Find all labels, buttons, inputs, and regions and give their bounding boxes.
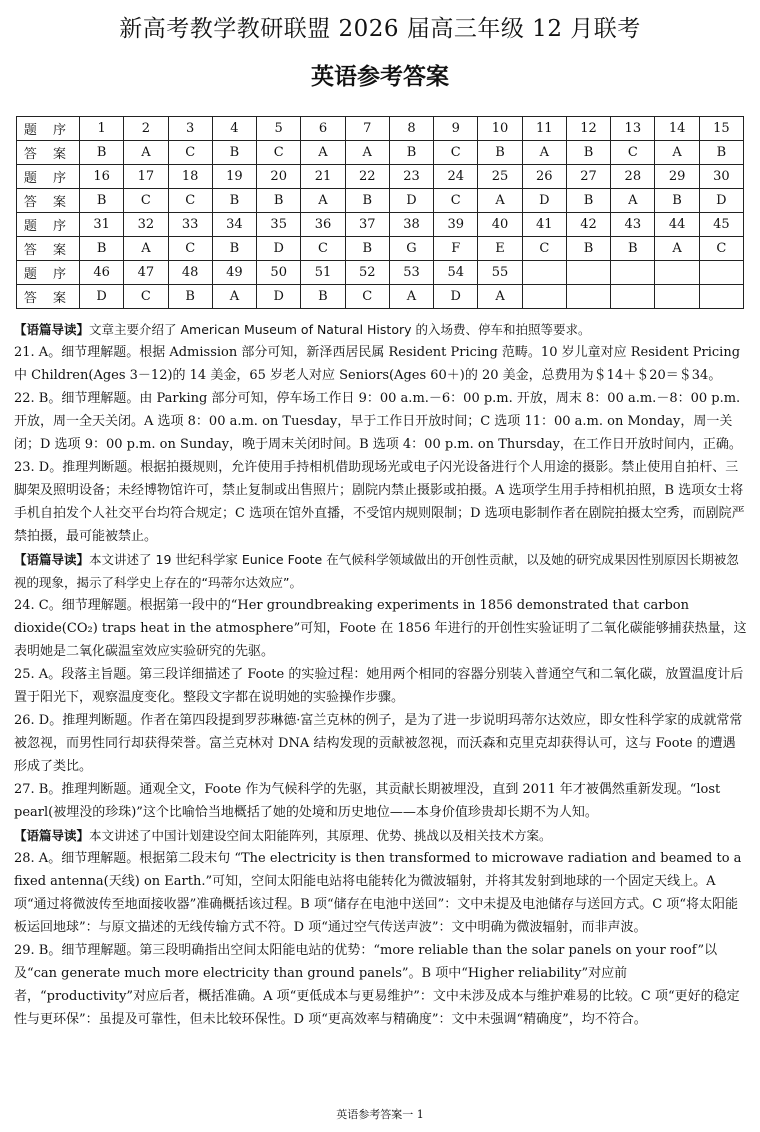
question-number-cell: 3 (168, 117, 212, 141)
question-number-cell: 14 (655, 117, 699, 141)
passage-guide-tag: 【语篇导读】 (14, 552, 90, 567)
question-number-cell: 20 (257, 165, 301, 189)
answer-cell (522, 285, 566, 309)
answer-cell: C (522, 237, 566, 261)
answer-cell: C (301, 237, 345, 261)
answer-cell: A (655, 141, 699, 165)
passage-guide-tag: 【语篇导读】 (14, 828, 90, 843)
answer-row-label: 答 案 (17, 189, 80, 213)
answer-cell: D (389, 189, 433, 213)
passage-guide (14, 824, 748, 847)
answer-cell: A (345, 141, 389, 165)
question-number-cell: 29 (655, 165, 699, 189)
question-number-cell: 24 (434, 165, 478, 189)
question-number-row (17, 213, 744, 237)
answer-cell: A (522, 141, 566, 165)
question-number-cell: 47 (124, 261, 168, 285)
question-number-cell: 52 (345, 261, 389, 285)
answer-cell: D (699, 189, 743, 213)
question-number-cell: 50 (257, 261, 301, 285)
answer-cell: A (611, 189, 655, 213)
passage-guide (14, 318, 748, 341)
question-number-cell: 26 (522, 165, 566, 189)
question-number-cell: 30 (699, 165, 743, 189)
answer-cell: B (566, 189, 610, 213)
question-number-cell: 18 (168, 165, 212, 189)
answer-cell (655, 285, 699, 309)
answer-cell: B (257, 189, 301, 213)
passage-guide-text: 文章主要介绍了 American Museum of Natural History 的入场费、停车和拍照等要求。 (89, 322, 591, 337)
answer-cell: E (478, 237, 522, 261)
answer-explanation: 24. C。细节理解题。根据第一段中的“Her groundbreaking experiments in 1856 demonstrated that carbon dioxide(CO₂) traps heat in the atmosphere”可知，Foote 在 1856 年进行的开创性实验证明了二氧化碳能够捕获热量，这表明她是二氧化碳温室效应实验研究的先驱。 (14, 598, 747, 659)
answer-explanation: 26. D。推理判断题。作者在第四段提到罗莎琳德·富兰克林的例子，是为了进一步说明玛蒂尔达效应，即女性科学家的成就常常被忽视，而男性同行却获得荣誉。富兰克林对 DNA 结构发现的贡献被忽视，而沃森和克里克却获得认可，这与 Foote 的遭遇形成了类比。 (14, 713, 743, 774)
answer-cell: B (566, 237, 610, 261)
passage-guide (14, 548, 748, 594)
answer-cell: D (257, 285, 301, 309)
answer-cell: B (212, 237, 256, 261)
question-number-cell: 32 (124, 213, 168, 237)
question-number-cell: 48 (168, 261, 212, 285)
answer-row (17, 285, 744, 309)
answer-cell: B (168, 285, 212, 309)
question-number-row-label: 题 序 (17, 165, 80, 189)
question-number-cell (566, 261, 610, 285)
answer-cell: B (566, 141, 610, 165)
question-number-cell: 44 (655, 213, 699, 237)
question-number-cell: 40 (478, 213, 522, 237)
question-number-row (17, 261, 744, 285)
question-number-cell: 11 (522, 117, 566, 141)
question-number-cell: 31 (80, 213, 124, 237)
question-number-cell: 34 (212, 213, 256, 237)
answer-row (17, 237, 744, 261)
question-number-row-label: 题 序 (17, 117, 80, 141)
question-number-cell: 28 (611, 165, 655, 189)
answer-cell: B (345, 237, 389, 261)
question-number-cell: 13 (611, 117, 655, 141)
answer-cell: C (345, 285, 389, 309)
answer-explanation: 29. B。细节理解题。第三段明确指出空间太阳能电站的优势：“more reliable than the solar panels on your roof”以及“can generate much more electricity than ground panels”。B 项中“Higher reliability”对应前者，“productivity”对应后者，概括准确。A 项“更低成本与更易维护”：文中未涉及成本与维护难易的比较。C 项“更好的稳定性与更环保”：虽提及可靠性，但未比较环保性。D 项“更高效率与精确度”：文中未强调“精确度”，均不符合。 (14, 943, 740, 1027)
question-number-cell: 42 (566, 213, 610, 237)
answer-table (16, 116, 744, 309)
answer-cell: A (478, 189, 522, 213)
answer-cell: C (124, 189, 168, 213)
passage-guide-text: 本文讲述了中国计划建设空间太阳能阵列，其原理、优势、挑战以及相关技术方案。 (89, 828, 552, 843)
question-number-cell: 33 (168, 213, 212, 237)
answer-cell: B (478, 141, 522, 165)
answer-cell (699, 285, 743, 309)
answer-cell: F (434, 237, 478, 261)
question-number-cell: 55 (478, 261, 522, 285)
explanations (14, 318, 748, 1031)
question-number-cell (522, 261, 566, 285)
question-number-cell: 2 (124, 117, 168, 141)
question-number-cell: 9 (434, 117, 478, 141)
answer-row-label: 答 案 (17, 285, 80, 309)
answer-cell: B (699, 141, 743, 165)
answer-row-label: 答 案 (17, 237, 80, 261)
answer-cell: A (389, 285, 433, 309)
answer-cell: G (389, 237, 433, 261)
question-number-cell: 53 (389, 261, 433, 285)
answer-cell: D (522, 189, 566, 213)
question-number-cell: 17 (124, 165, 168, 189)
question-number-cell: 16 (80, 165, 124, 189)
question-number-cell: 12 (566, 117, 610, 141)
question-number-cell: 27 (566, 165, 610, 189)
answer-explanation: 23. D。推理判断题。根据拍摄规则，允许使用手持相机借助现场光或电子闪光设备进行个人用途的摄影。禁止使用自拍杆、三脚架及照明设备；未经博物馆许可，禁止复制或出售照片；剧院内禁止摄影或拍摄。A 选项学生用手持相机拍照，B 选项女士将手机自拍发个人社交平台均符合规定；C 选项在馆外直播，不受馆内规则限制；D 选项电影制作者在剧院拍摄太空秀，而剧院严禁拍摄，最可能被禁止。 (14, 460, 745, 544)
answer-cell: C (168, 141, 212, 165)
answer-cell: A (301, 141, 345, 165)
question-number-cell (699, 261, 743, 285)
question-number-cell (611, 261, 655, 285)
question-number-cell: 10 (478, 117, 522, 141)
answer-cell: B (301, 285, 345, 309)
answer-cell: B (345, 189, 389, 213)
page-title: 新高考教学教研联盟 2026 届高三年级 12 月联考 (119, 16, 641, 42)
question-number-cell: 37 (345, 213, 389, 237)
answer-cell: B (80, 189, 124, 213)
question-number-cell: 36 (301, 213, 345, 237)
question-number-cell: 43 (611, 213, 655, 237)
question-number-cell: 22 (345, 165, 389, 189)
answer-cell (566, 285, 610, 309)
passage-guide-tag: 【语篇导读】 (14, 322, 90, 337)
question-number-cell: 41 (522, 213, 566, 237)
question-number-row (17, 117, 744, 141)
passage-guide-text: 本文讲述了 19 世纪科学家 Eunice Foote 在气候科学领域做出的开创性贡献，以及她的研究成果因性别原因长期被忽视的现象，揭示了科学史上存在的“玛蒂尔达效应”。 (14, 552, 739, 590)
question-number-row-label: 题 序 (17, 261, 80, 285)
question-number-cell: 25 (478, 165, 522, 189)
question-number-cell: 5 (257, 117, 301, 141)
question-number-row (17, 165, 744, 189)
answer-cell: A (212, 285, 256, 309)
answer-cell: B (212, 141, 256, 165)
page-subtitle: 英语参考答案 (311, 64, 449, 90)
answer-explanation: 27. B。推理判断题。通观全文，Foote 作为气候科学的先驱，其贡献长期被埋没，直到 2011 年才被偶然重新发现。“lost pearl(被埋没的珍珠)”这个比喻恰当地概括了她的处境和历史地位——本身价值珍贵却长期不为人知。 (14, 782, 721, 820)
answer-cell: A (124, 237, 168, 261)
answer-cell: C (124, 285, 168, 309)
answer-row (17, 141, 744, 165)
answer-cell: D (257, 237, 301, 261)
question-number-cell: 19 (212, 165, 256, 189)
question-number-cell: 15 (699, 117, 743, 141)
question-number-cell: 7 (345, 117, 389, 141)
answer-cell: C (699, 237, 743, 261)
answer-cell: B (80, 141, 124, 165)
question-number-cell: 8 (389, 117, 433, 141)
answer-cell (611, 285, 655, 309)
answer-cell: B (655, 189, 699, 213)
answer-cell: C (168, 189, 212, 213)
answer-cell: A (478, 285, 522, 309)
answer-explanation: 25. A。段落主旨题。第三段详细描述了 Foote 的实验过程：她用两个相同的容器分别装入普通空气和二氧化碳，放置温度计后置于阳光下，观察温度变化。整段文字都在说明她的实验操作步骤。 (14, 667, 744, 705)
page-footer: 英语参考答案一 1 (336, 1108, 424, 1121)
question-number-row-label: 题 序 (17, 213, 80, 237)
answer-explanation: 22. B。细节理解题。由 Parking 部分可知，停车场工作日 9：00 a.m.－6：00 p.m. 开放，周末 8：00 a.m.－8：00 p.m. 开放，周一全天关闭。A 选项 8：00 a.m. on Tuesday，早于工作日开放时间；C 选项 11：00 a.m. on Monday，周一关闭；D 选项 9：00 p.m. on Sunday，晚于周末关闭时间。B 选项 4：00 p.m. on Thursday，在工作日开放时间内，正确。 (14, 391, 742, 452)
answer-row (17, 189, 744, 213)
answer-cell: C (434, 189, 478, 213)
question-number-cell: 46 (80, 261, 124, 285)
question-number-cell: 1 (80, 117, 124, 141)
answer-cell: C (168, 237, 212, 261)
answer-cell: A (124, 141, 168, 165)
question-number-cell: 23 (389, 165, 433, 189)
question-number-cell: 6 (301, 117, 345, 141)
answer-cell: D (80, 285, 124, 309)
answer-cell: B (80, 237, 124, 261)
question-number-cell: 51 (301, 261, 345, 285)
question-number-cell: 35 (257, 213, 301, 237)
answer-cell: B (212, 189, 256, 213)
answer-cell: A (301, 189, 345, 213)
answer-cell: D (434, 285, 478, 309)
answer-cell: B (389, 141, 433, 165)
question-number-cell: 45 (699, 213, 743, 237)
question-number-cell: 4 (212, 117, 256, 141)
question-number-cell: 39 (434, 213, 478, 237)
question-number-cell: 38 (389, 213, 433, 237)
answer-cell: C (434, 141, 478, 165)
answer-row-label: 答 案 (17, 141, 80, 165)
question-number-cell: 21 (301, 165, 345, 189)
answer-explanation: 28. A。细节理解题。根据第二段末句 “The electricity is then transformed to microwave radiation and beamed to a fixed antenna(天线) on Earth.”可知，空间太阳能电站将电能转化为微波辐射，并将其发射到地球的一个固定天线上。A 项“通过将微波传至地面接收器”准确概括该过程。B 项“储存在电池中送回”：文中未提及电池储存与送回方式。C 项“将太阳能板运回地球”：与原文描述的无线传输方式不符。D 项“通过空气传送声波”：文中明确为微波辐射，而非声波。 (14, 851, 742, 935)
answer-cell: C (611, 141, 655, 165)
answer-cell: B (611, 237, 655, 261)
question-number-cell: 49 (212, 261, 256, 285)
question-number-cell: 54 (434, 261, 478, 285)
answer-cell: C (257, 141, 301, 165)
answer-cell: A (655, 237, 699, 261)
question-number-cell (655, 261, 699, 285)
answer-explanation: 21. A。细节理解题。根据 Admission 部分可知，新泽西居民属 Resident Pricing 范畴。10 岁儿童对应 Resident Pricing 中 Children(Ages 3－12)的 14 美金，65 岁老人对应 Seniors(Ages 60＋)的 20 美金，总费用为＄14＋＄20＝＄34。 (14, 345, 741, 383)
